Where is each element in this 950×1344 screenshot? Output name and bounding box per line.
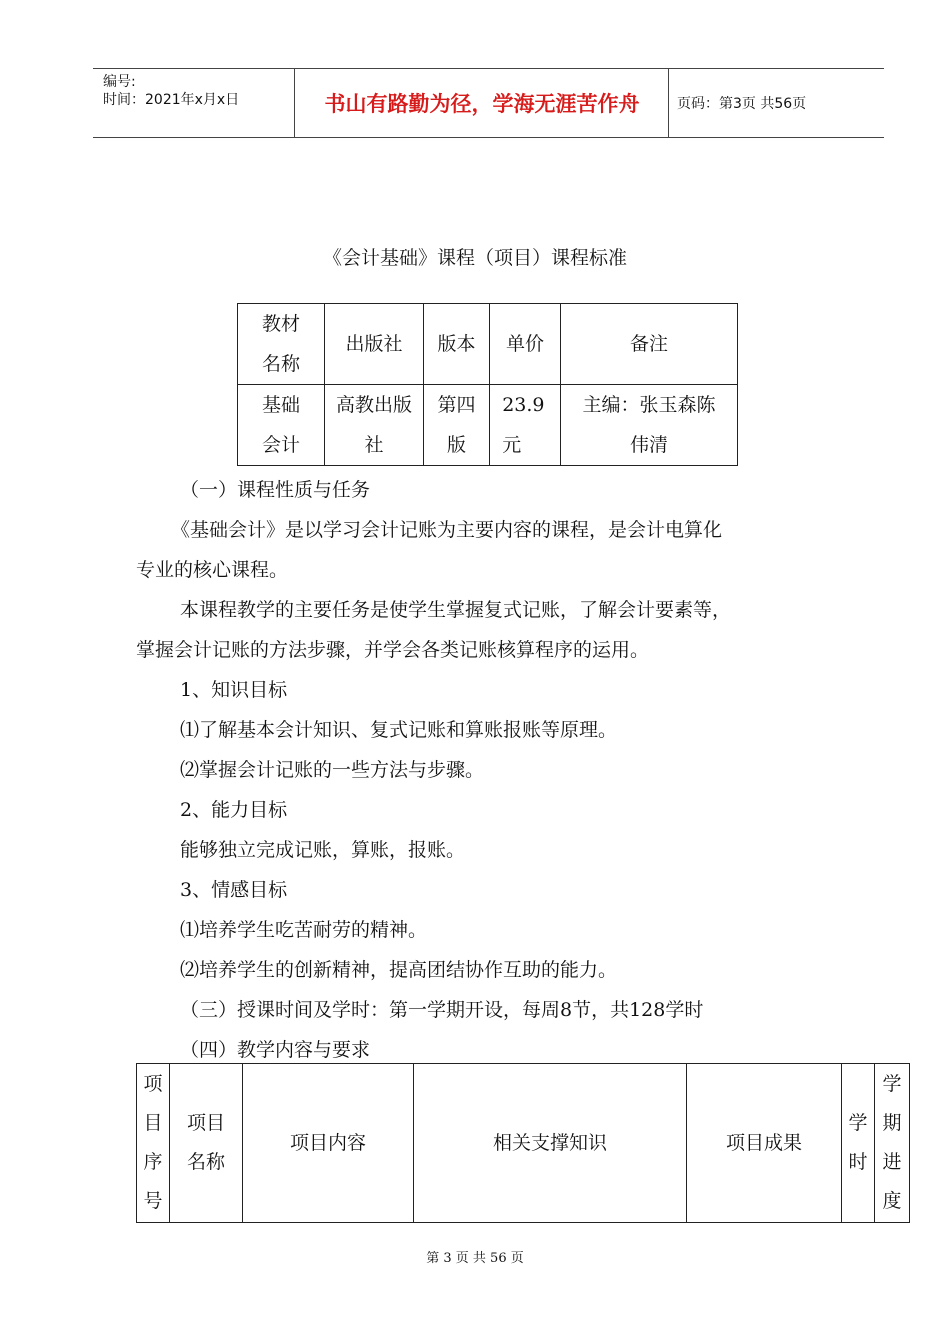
paragraph-line: 本课程教学的主要任务是使学生掌握复式记账，了解会计要素等， <box>180 599 732 621</box>
paragraph-line: 《基础会计》是以学习会计记账为主要内容的课程，是会计电算化 <box>171 519 723 541</box>
section-heading: （四）教学内容与要求 <box>180 1039 371 1061</box>
list-item: 能够独立完成记账，算账，报账。 <box>180 839 466 861</box>
header-divider <box>294 69 295 137</box>
header-cell: 项目名称 <box>170 1064 243 1223</box>
content-table <box>136 1063 910 1223</box>
list-item: ⑵掌握会计记账的一些方法与步骤。 <box>180 759 485 781</box>
header-cell: 备注 <box>561 304 738 385</box>
list-item: ⑴培养学生吃苦耐劳的精神。 <box>180 919 428 941</box>
header-page-label: 页码：第3页 共56页 <box>677 96 807 112</box>
section-heading: 1、知识目标 <box>180 679 288 701</box>
textbook-table <box>237 303 738 466</box>
header-cell: 版本 <box>424 304 490 385</box>
page-footer: 第 3 页 共 56 页 <box>426 1251 524 1266</box>
table-cell: 23.9元 <box>490 385 561 466</box>
table-cell: 高教出版社 <box>325 385 424 466</box>
header-cell: 项目序号 <box>137 1064 170 1223</box>
header-cell: 项目内容 <box>243 1064 414 1223</box>
table-row <box>238 385 738 466</box>
header-cell: 出版社 <box>325 304 424 385</box>
header-cell: 单价 <box>490 304 561 385</box>
table-header-row <box>137 1064 910 1223</box>
header-cell: 教材名称 <box>238 304 325 385</box>
header-cell: 项目成果 <box>687 1064 842 1223</box>
time-label: 时间：2021年x月x日 <box>103 92 240 108</box>
paragraph-line: 掌握会计记账的方法步骤，并学会各类记账核算程序的运用。 <box>136 639 650 661</box>
header-cell: 学期进度 <box>875 1064 910 1223</box>
table-header-row <box>238 304 738 385</box>
header-cell: 学时 <box>842 1064 875 1223</box>
document-title: 《会计基础》课程（项目）课程标准 <box>322 247 627 269</box>
section-heading: （一）课程性质与任务 <box>180 479 371 501</box>
table-cell: 第四版 <box>424 385 490 466</box>
header-cell: 相关支撑知识 <box>414 1064 687 1223</box>
table-cell: 基础会计 <box>238 385 325 466</box>
list-item: ⑵培养学生的创新精神，提高团结协作互助的能力。 <box>180 959 618 981</box>
header-meta <box>103 73 239 109</box>
number-label: 编号: <box>103 74 136 90</box>
table-cell: 主编：张玉森陈伟清 <box>561 385 738 466</box>
section-heading: 3、情感目标 <box>180 879 288 901</box>
paragraph-line: 专业的核心课程。 <box>136 559 289 581</box>
section-heading: 2、能力目标 <box>180 799 288 821</box>
list-item: ⑴了解基本会计知识、复式记账和算账报账等原理。 <box>180 719 618 741</box>
page-header <box>93 68 884 138</box>
header-motto: 书山有路勤为径，学海无涯苦作舟 <box>324 92 640 116</box>
section-heading: （三）授课时间及学时：第一学期开设，每周8节，共128学时 <box>180 999 704 1021</box>
header-divider <box>668 69 669 137</box>
